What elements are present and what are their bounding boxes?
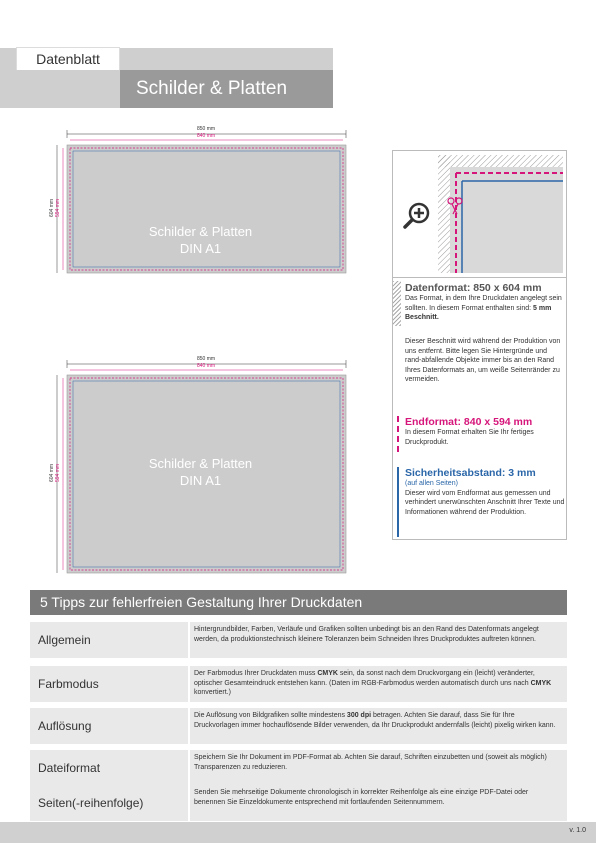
- tip-text-bold: CMYK: [530, 679, 552, 687]
- endformat-title: Endformat: 840 x 594 mm: [405, 416, 533, 428]
- datenformat-text: [405, 294, 565, 323]
- tip-separator: [188, 785, 190, 821]
- inner-height-label: 594 mm: [55, 198, 61, 218]
- outer-height-label: 604 mm: [49, 463, 55, 483]
- endformat-marker: [397, 416, 399, 452]
- format-diagram-1: [48, 125, 353, 273]
- tip-row-farbmodus: [30, 666, 567, 702]
- endformat-section: [405, 416, 565, 447]
- sicherheit-marker: [397, 467, 399, 537]
- outer-width-label: 850 mm: [196, 356, 216, 362]
- version-label: v. 1.0: [569, 827, 586, 834]
- tips-header: 5 Tipps zur fehlerfreien Gestaltung Ihrer Druckdaten: [30, 590, 567, 615]
- page-title: Schilder & Platten: [120, 70, 333, 108]
- inner-width-label: 840 mm: [196, 363, 216, 369]
- inner-width-label: 840 mm: [196, 133, 216, 139]
- format-info-panel: [392, 150, 567, 540]
- sicherheit-title: Sicherheitsabstand: 3 mm: [405, 467, 536, 479]
- outer-height-label: 604 mm: [49, 198, 55, 218]
- tip-label: Dateiformat: [38, 761, 101, 775]
- datenformat-text-bold: 5 mm Beschnitt.: [405, 304, 552, 321]
- datenformat-title: Datenformat: 850 x 604 mm: [405, 282, 542, 294]
- endformat-text: In diesem Format erhalten Sie Ihr fertiges Druckprodukt.: [405, 429, 534, 446]
- tip-row-dateiformat: [30, 750, 567, 786]
- datenformat-marker: [393, 281, 401, 326]
- sicherheit-subtitle: (auf allen Seiten): [405, 480, 458, 487]
- tip-text-part: Der Farbmodus Ihrer Druckdaten muss: [194, 670, 318, 677]
- tip-row-allgemein: [30, 622, 567, 658]
- diagram-title-line1: Schilder & Platten: [148, 456, 253, 471]
- diagram-title: [48, 455, 353, 489]
- tip-label: Auflösung: [38, 719, 92, 733]
- tip-text: Senden Sie mehrseitige Dokumente chronologisch in korrekter Reihenfolge als eine einzige PDF-Datei oder benennen Sie Einzeldokumente entsprechend mit fortlaufenden Seitennummern.: [194, 789, 529, 806]
- tip-text-bold: CMYK: [317, 670, 338, 677]
- tip-separator: [188, 666, 190, 702]
- tip-label: Allgemein: [38, 633, 91, 647]
- tip-label: Seiten(-reihenfolge): [38, 796, 144, 810]
- datenformat-section: [405, 282, 565, 323]
- footer-bar: [0, 822, 596, 843]
- tip-text: [194, 669, 559, 698]
- outer-width-label: 850 mm: [196, 126, 216, 132]
- tip-row-seitenreihenfolge: [30, 785, 567, 821]
- corner-detail-svg: [393, 151, 566, 278]
- sicherheit-text: Dieser wird vom Endformat aus gemessen und verhindert unerwünschten Anschnitt Ihrer Texte und Informationen während der Produktion.: [405, 489, 565, 516]
- tip-separator: [188, 750, 190, 786]
- tip-text-part: Die Auflösung von Bildgrafiken sollte mindestens: [194, 712, 347, 719]
- tip-text-bold: 300 dpi: [346, 712, 372, 719]
- tip-text-part: konvertiert.): [194, 689, 231, 696]
- datenformat-text-main: Das Format, in dem Ihre Druckdaten angelegt sein sollten. In diesem Format enthalten sind:: [405, 295, 562, 312]
- tip-text: Speichern Sie Ihr Dokument im PDF-Format ab. Achten Sie darauf, Schriften einzubetten und (soweit als möglich) Transparenzen zu reduzieren.: [194, 754, 547, 771]
- format-diagram-2: [48, 355, 353, 575]
- tip-row-aufloesung: [30, 708, 567, 744]
- tip-separator: [188, 622, 190, 658]
- tip-text-part: betragen. Achten Sie darauf, dass Sie für Ihre Druckvorlagen immer hochauflösende Bilder verwenden, da Ihr Druckprodukt andernfalls (leicht) pixelig wirken kann.: [194, 712, 556, 729]
- diagram-title-line2: DIN A1: [179, 473, 222, 488]
- tip-label: Farbmodus: [38, 677, 99, 691]
- tip-separator: [188, 708, 190, 744]
- diagram-title-line2: DIN A1: [179, 241, 222, 256]
- document-tag: Datenblatt: [16, 47, 120, 70]
- beschnitt-section: [405, 337, 565, 385]
- inner-height-label: 594 mm: [55, 463, 61, 483]
- sicherheit-section: [405, 467, 565, 517]
- corner-detail-graphic: [393, 151, 566, 278]
- beschnitt-text: Dieser Beschnitt wird während der Produktion von uns entfernt. Bitte legen Sie Hintergründe und rand-abfallende Objekte immer bis an den Rand Ihres Datenformats an, um weiße Seitenränder zu vermeiden.: [405, 338, 561, 383]
- diagram-title-line1: Schilder & Platten: [148, 224, 253, 239]
- tip-text: [194, 711, 559, 730]
- tip-text-part: sein, da sonst nach dem Druckvorgang ein (leicht) veränderter, optischer Gesamteindruck entstehen kann. (Daten im RGB-Farbmodus werden automatisch durch uns nach: [194, 670, 535, 687]
- tip-text: Hintergrundbilder, Farben, Verläufe und Grafiken sollten unbedingt bis an den Rand des Datenformats angelegt werden, da produktionstechnisch kleinere Toleranzen beim Schneiden Ihres Druckproduktes auftreten können.: [194, 626, 539, 643]
- diagram-title: [48, 223, 353, 257]
- zoom-in-icon: [405, 204, 428, 227]
